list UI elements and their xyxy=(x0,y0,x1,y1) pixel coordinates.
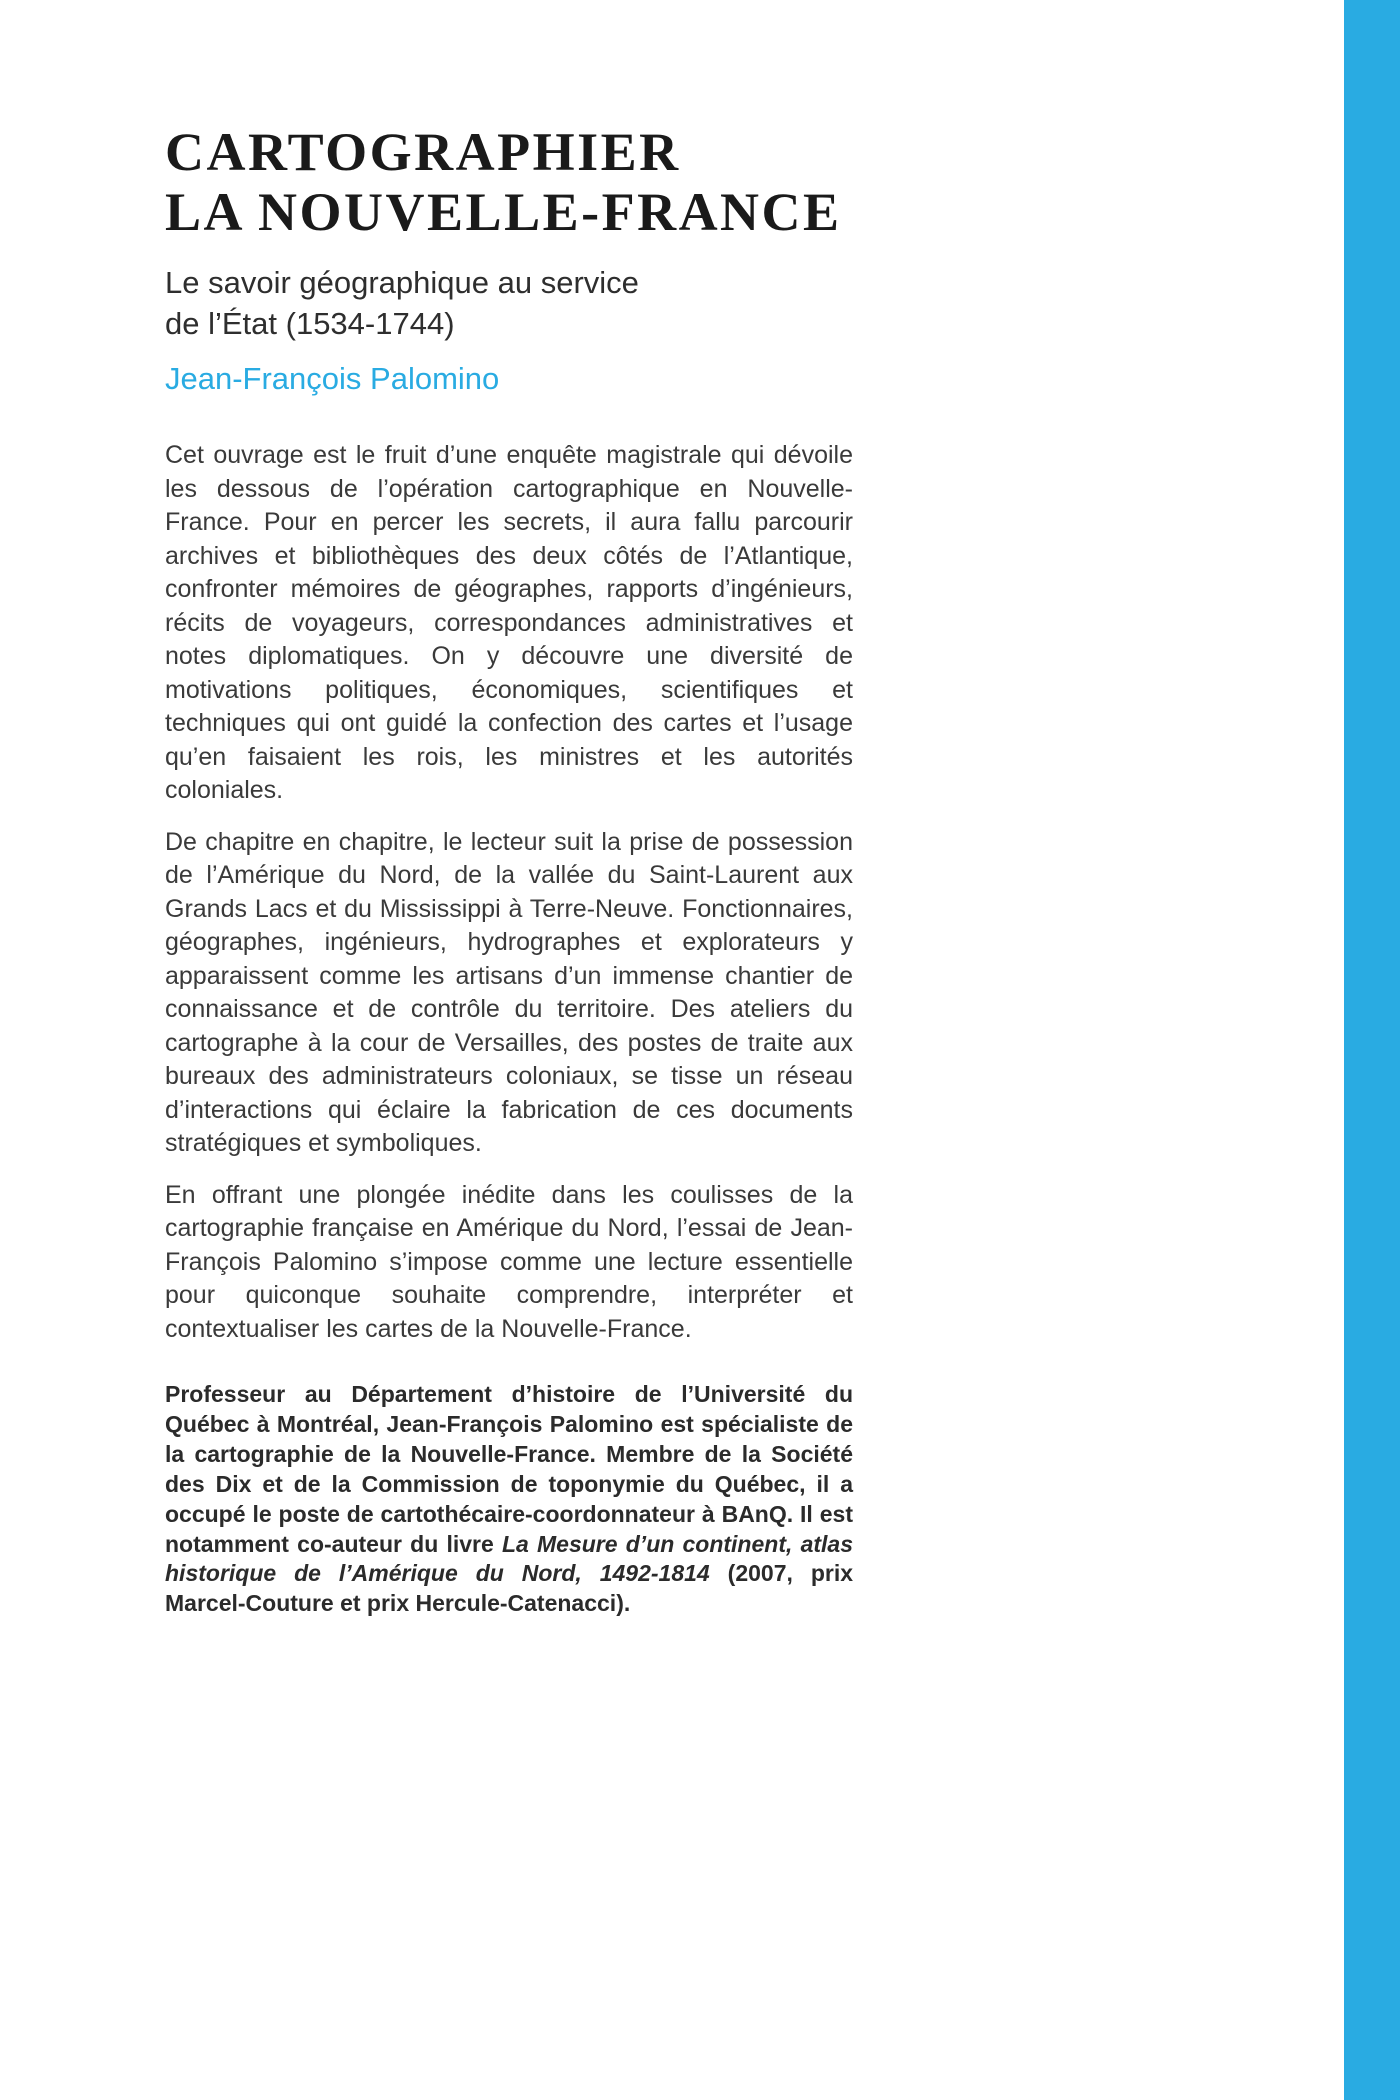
description-text xyxy=(165,439,853,1346)
description-paragraph-1: Cet ouvrage est le fruit d’une enquête magistrale qui dévoile les dessous de l’opération cartographique en Nouvelle-France. Pour en percer les secrets, il aura fallu parcourir archives et bibliothèques des deux côtés de l’Atlantique, confronter mémoires de géographes, rapports d’ingénieurs, récits de voyageurs, correspondances administratives et notes diplomatiques. On y découvre une diversité de motivations politiques, économiques, scientifiques et techniques qui ont guidé la confection des cartes et l’usage qu’en faisaient les rois, les ministres et les autorités coloniales. xyxy=(165,441,853,805)
book-title-line2: LA NOUVELLE-FRANCE xyxy=(165,182,842,243)
book-title xyxy=(165,122,853,243)
book-title-line1: CARTOGRAPHIER xyxy=(165,122,681,182)
page-content xyxy=(165,122,853,1619)
author-bio-text-2: (2007, prix Marcel-Couture et prix Hercule-Catenacci). xyxy=(165,1560,853,1617)
author-bio-text-1: Professeur au Département d’histoire de l’Université du Québec à Montréal, Jean-François Palomino est spécialiste de la cartographie de la Nouvelle-France. Membre de la Société des Dix et de la Commission de toponymie du Québec, il a occupé le poste de cartothécaire-coordonnateur à BAnQ. Il est notamment co-auteur du livre xyxy=(165,1381,853,1557)
author-bio-book-reference: La Mesure d’un continent, atlas historique de l’Amérique du Nord, 1492-1814 xyxy=(165,1530,853,1587)
book-subtitle-line1: Le savoir géographique au service xyxy=(165,264,639,300)
accent-side-bar xyxy=(1344,0,1400,2100)
author-bio xyxy=(165,1380,853,1619)
book-subtitle xyxy=(165,263,853,345)
description-paragraph-3: En offrant une plongée inédite dans les coulisses de la cartographie française en Amérique du Nord, l’essai de Jean-François Palomino s’impose comme une lecture essentielle pour quiconque souhaite comprendre, interpréter et contextualiser les cartes de la Nouvelle-France. xyxy=(165,1180,853,1343)
book-author: Jean-François Palomino xyxy=(165,360,500,396)
book-subtitle-line2: de l’État (1534-1744) xyxy=(165,305,455,341)
description-paragraph-2: De chapitre en chapitre, le lecteur suit la prise de possession de l’Amérique du Nord, de la vallée du Saint-Laurent aux Grands Lacs et du Mississippi à Terre-Neuve. Fonctionnaires, géographes, ingénieurs, hydrographes et explorateurs y apparaissent comme les artisans d’un immense chantier de connaissance et de contrôle du territoire. Des ateliers du cartographe à la cour de Versailles, des postes de traite aux bureaux des administrateurs coloniaux, se tisse un réseau d’interactions qui éclaire la fabrication de ces documents stratégiques et symboliques. xyxy=(165,827,853,1158)
